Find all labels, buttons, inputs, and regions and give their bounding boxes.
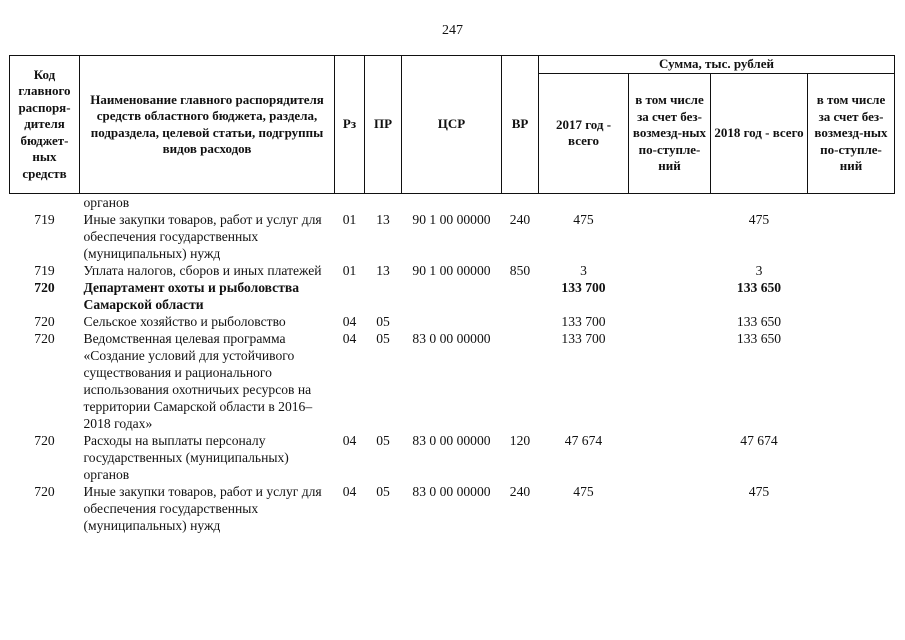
cell-2017-total: 133 700: [561, 314, 606, 329]
cell-vr: [502, 330, 539, 432]
cell-vr: [502, 313, 539, 330]
cell-code: 720: [34, 314, 55, 329]
cell-rz: 01: [342, 263, 357, 278]
cell-2017-total: 475: [573, 484, 594, 499]
table-row: [10, 211, 895, 262]
table-row: [10, 330, 895, 432]
cell-2018-total: [711, 194, 808, 212]
cell-vr: 120: [509, 433, 531, 448]
cell-2018-grants: [808, 194, 895, 212]
cell-pr: 05: [376, 484, 390, 499]
cell-csr: 90 1 00 00000: [412, 263, 491, 278]
cell-2017-total: 133 700: [561, 331, 606, 346]
cell-rz: 01: [342, 212, 357, 227]
cell-2018-grants: [808, 211, 895, 262]
cell-name: Департамент охоты и рыболовства Самарской области: [83, 280, 300, 312]
cell-rz: 04: [342, 314, 357, 329]
cell-csr: [402, 279, 502, 313]
cell-2017-grants: [629, 483, 711, 534]
cell-2018-total: 133 650: [736, 331, 782, 346]
cell-rz: [335, 279, 365, 313]
header-sum: Сумма, тыс. рублей: [539, 56, 895, 74]
cell-pr: [365, 279, 402, 313]
cell-pr: 05: [376, 331, 390, 346]
cell-vr: 240: [509, 212, 531, 227]
cell-pr: 05: [376, 433, 390, 448]
header-2018-total: 2018 год - всего: [711, 73, 808, 193]
header-2018-grants: в том числе за счет без-возмезд-ных по-ступле-ний: [808, 73, 895, 193]
cell-code: 720: [34, 433, 55, 448]
table-row: [10, 432, 895, 483]
cell-csr: 83 0 00 00000: [412, 484, 491, 499]
cell-name: Уплата налогов, сборов и иных платежей: [83, 263, 322, 278]
cell-csr: [402, 194, 502, 212]
cell-code: 720: [34, 484, 55, 499]
cell-2017-total: 47 674: [564, 433, 603, 448]
cell-2018-total: 475: [748, 484, 770, 499]
cell-name: органов: [83, 195, 130, 210]
header-vr: ВР: [502, 56, 539, 194]
header-csr: ЦСР: [402, 56, 502, 194]
cell-pr: 05: [376, 314, 390, 329]
cell-2017-grants: [629, 313, 711, 330]
cell-code: [10, 194, 80, 212]
cell-rz: 04: [342, 331, 357, 346]
header-2017-total: 2017 год - всего: [539, 73, 629, 193]
cell-2018-grants: [808, 483, 895, 534]
cell-rz: [335, 194, 365, 212]
header-pr: ПР: [365, 56, 402, 194]
cell-2017-grants: [629, 211, 711, 262]
budget-table: [9, 55, 895, 534]
cell-csr: 83 0 00 00000: [412, 331, 491, 346]
cell-2018-total: 133 650: [736, 314, 782, 329]
cell-vr: [502, 194, 539, 212]
cell-2017-total: 133 700: [561, 280, 606, 295]
cell-name: Иные закупки товаров, работ и услуг для обеспечения государственных (муниципальных) нужд: [83, 212, 322, 261]
cell-code: 720: [34, 331, 55, 346]
cell-name: Ведомственная целевая программа «Создание условий для устойчивого существования и рационального использования охотничьих ресурсов на территории Самарской области в 2016–2018 годах»: [83, 331, 313, 431]
table-row: [10, 279, 895, 313]
cell-2017-grants: [629, 194, 711, 212]
cell-2018-total: 3: [755, 263, 763, 278]
cell-name: Сельское хозяйство и рыболовство: [83, 314, 286, 329]
cell-2018-grants: [808, 330, 895, 432]
cell-2017-grants: [629, 279, 711, 313]
cell-pr: 13: [376, 263, 390, 278]
cell-2018-grants: [808, 279, 895, 313]
cell-2018-grants: [808, 432, 895, 483]
table-row: [10, 262, 895, 279]
cell-code: 719: [34, 263, 55, 278]
cell-csr: [402, 313, 502, 330]
header-rz: Рз: [335, 56, 365, 194]
cell-2017-grants: [629, 432, 711, 483]
cell-2018-total: 47 674: [740, 433, 778, 448]
cell-rz: 04: [342, 433, 357, 448]
header-name: Наименование главного распорядителя средств областного бюджета, раздела, подраздела, целевой статьи, подгруппы видов расходов: [80, 56, 335, 194]
cell-csr: 83 0 00 00000: [412, 433, 491, 448]
cell-name: Иные закупки товаров, работ и услуг для обеспечения государственных (муниципальных) нужд: [83, 484, 322, 533]
cell-rz: 04: [342, 484, 357, 499]
cell-2018-grants: [808, 262, 895, 279]
cell-csr: 90 1 00 00000: [412, 212, 491, 227]
cell-2018-grants: [808, 313, 895, 330]
cell-code: 720: [34, 280, 55, 295]
cell-2017-grants: [629, 262, 711, 279]
cell-code: 719: [34, 212, 55, 227]
cell-2017-total: 475: [573, 212, 594, 227]
cell-pr: 13: [376, 212, 390, 227]
table-row: [10, 194, 895, 212]
cell-2018-total: 475: [748, 212, 770, 227]
table-row: [10, 313, 895, 330]
table-header: [10, 56, 895, 194]
cell-name: Расходы на выплаты персоналу государственных (муниципальных) органов: [83, 433, 289, 482]
table-row: [10, 483, 895, 534]
page-number: 247: [442, 23, 463, 38]
header-2017-grants: в том числе за счет без-возмезд-ных по-ступле-ний: [629, 73, 711, 193]
cell-pr: [365, 194, 402, 212]
cell-2017-grants: [629, 330, 711, 432]
cell-2017-total: 3: [580, 263, 587, 278]
cell-2017-total: [539, 194, 629, 212]
cell-vr: [502, 279, 539, 313]
cell-2018-total: 133 650: [736, 280, 782, 295]
cell-vr: 240: [509, 484, 531, 499]
header-code: Код главного распоря-дителя бюджет-ных средств: [10, 56, 80, 194]
cell-vr: 850: [509, 263, 531, 278]
